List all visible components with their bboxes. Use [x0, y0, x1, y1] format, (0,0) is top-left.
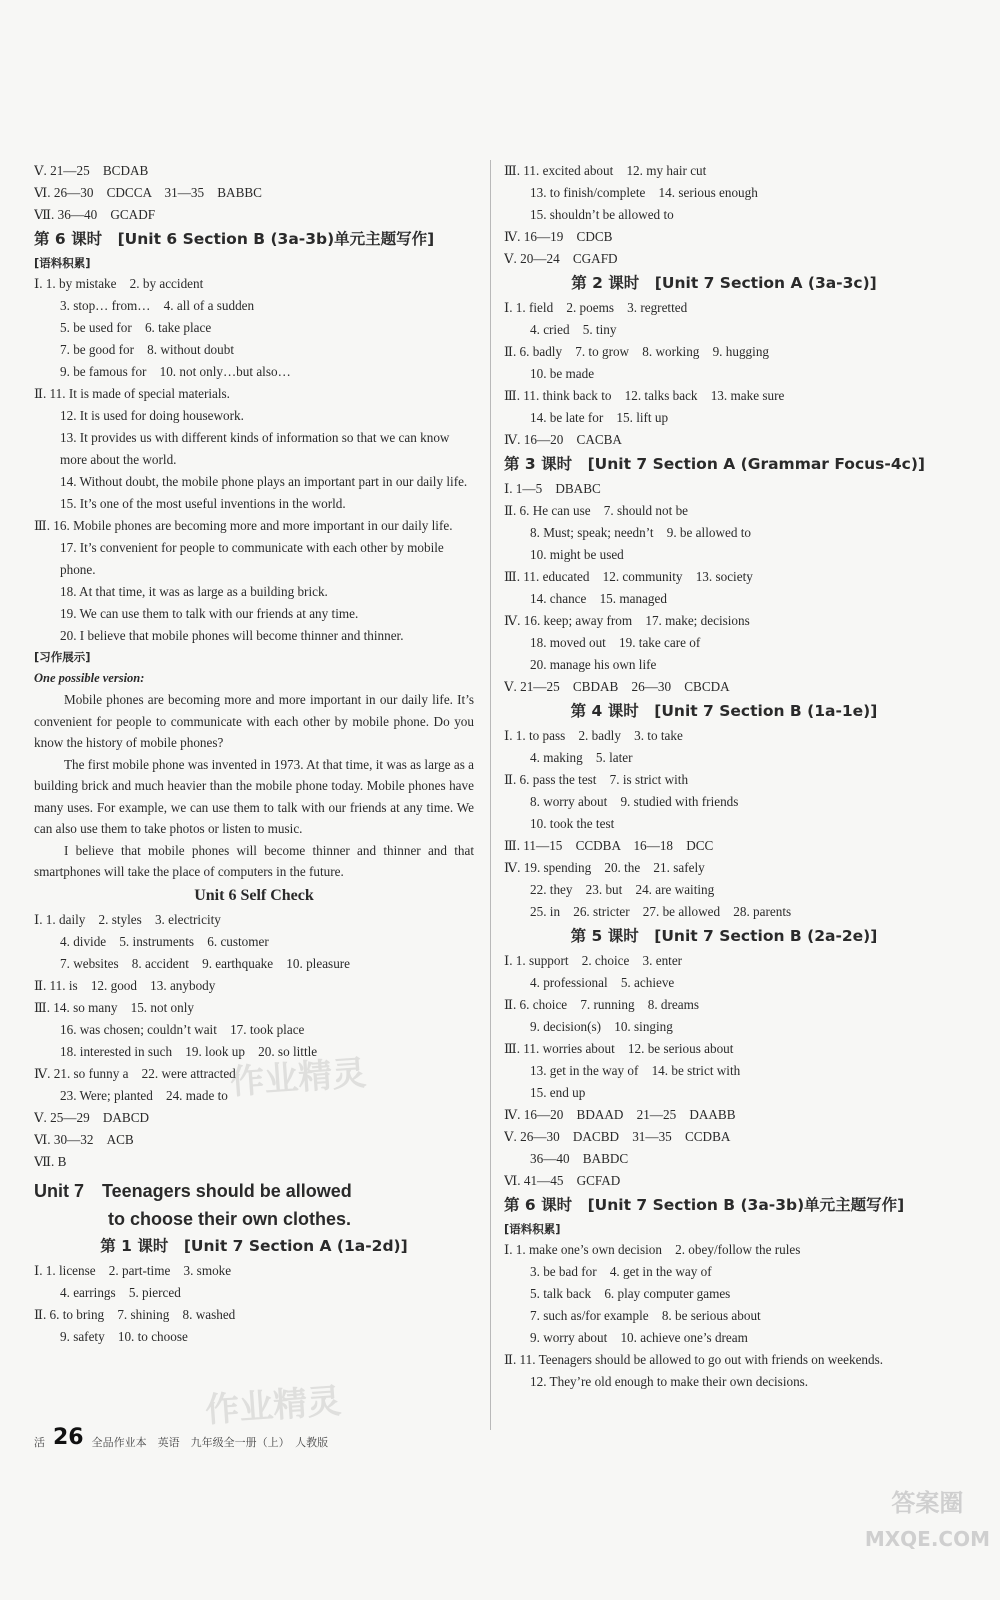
answer-line: 7. such as/for example 8. be serious about: [530, 1308, 761, 1323]
answer-line: Ⅱ. 6. badly 7. to grow 8. working 9. hugging: [504, 344, 770, 359]
page-footer: [34, 1422, 328, 1450]
answer-line: Ⅲ. 11—15 CCDBA 16—18 DCC: [504, 838, 714, 853]
answer-line: 15. It’s one of the most useful inventions in the world.: [60, 496, 346, 511]
answer-line: Ⅱ. 11. It is made of special materials.: [34, 386, 230, 401]
answer-line: Ⅰ. 1. daily 2. styles 3. electricity: [34, 911, 221, 927]
book-title: 全品作业本 英语 九年级全一册（上） 人教版: [91, 1436, 329, 1449]
lesson-header: 第 5 课时 [Unit 7 Section B (2a-2e)]: [570, 927, 878, 945]
answer-line: Ⅴ. 25—29 DABCD: [34, 1109, 150, 1125]
lesson-header: 第 3 课时 [Unit 7 Section A (Grammar Focus-4c)]: [504, 455, 925, 473]
unit-title: [34, 1177, 474, 1233]
answer-line: 23. Were; planted 24. made to: [60, 1087, 228, 1103]
answer-line: 19. We can use them to talk with our friends at any time.: [60, 606, 359, 621]
answer-line: 13. It provides us with different kinds of information so that we can know more about the world.: [60, 430, 450, 467]
left-column: [34, 160, 474, 1348]
answer-line: 25. in 26. stricter 27. be allowed 28. parents: [530, 904, 792, 919]
answer-line: 4. professional 5. achieve: [530, 975, 675, 990]
answer-line: Ⅰ. 1. support 2. choice 3. enter: [504, 953, 683, 968]
answer-line: 8. worry about 9. studied with friends: [530, 794, 739, 809]
answer-line: Ⅳ. 16—20 BDAAD 21—25 DAABB: [504, 1107, 736, 1122]
answer-line: 9. decision(s) 10. singing: [530, 1019, 673, 1034]
answer-line: 36—40 BABDC: [530, 1151, 629, 1166]
unit-title-line-1: Unit 7 Teenagers should be allowed: [34, 1180, 352, 1201]
lesson-header: 第 4 课时 [Unit 7 Section B (1a-1e)]: [570, 702, 878, 720]
answer-line: Ⅰ. 1. field 2. poems 3. regretted: [504, 300, 688, 315]
answer-line: Ⅱ. 11. is 12. good 13. anybody: [34, 977, 216, 993]
answer-line: 3. stop… from… 4. all of a sudden: [60, 298, 255, 313]
answer-line: Ⅳ. 16. keep; away from 17. make; decisions: [504, 613, 750, 628]
section-label: [语料积累]: [34, 256, 91, 270]
corner-line-2: MXQE.COM: [864, 1527, 990, 1551]
answer-line: 14. be late for 15. lift up: [530, 410, 669, 425]
right-column: [504, 160, 944, 1393]
answer-line: Ⅵ. 41—45 GCFAD: [504, 1173, 621, 1188]
answer-line: Ⅲ. 11. worries about 12. be serious about: [504, 1041, 734, 1056]
answer-line: Ⅲ. 16. Mobile phones are becoming more and more important in our daily life.: [34, 518, 453, 533]
section-label: [习作展示]: [34, 650, 91, 664]
answer-line: 13. get in the way of 14. be strict with: [530, 1063, 741, 1078]
answer-line: Ⅱ. 6. to bring 7. shining 8. washed: [34, 1306, 236, 1322]
footer-prefix: 活: [34, 1436, 45, 1449]
answer-line: 20. manage his own life: [530, 657, 657, 672]
answer-line: 4. making 5. later: [530, 750, 633, 765]
answer-line: 5. be used for 6. take place: [60, 320, 212, 335]
answer-line: 22. they 23. but 24. are waiting: [530, 882, 715, 897]
answer-line: Ⅲ. 14. so many 15. not only: [34, 999, 194, 1015]
answer-line: 8. Must; speak; needn’t 9. be allowed to: [530, 525, 751, 540]
answer-line: 18. moved out 19. take care of: [530, 635, 701, 650]
answer-line: 9. be famous for 10. not only…but also…: [60, 364, 291, 379]
answer-line: 13. to finish/complete 14. serious enough: [530, 185, 758, 200]
answer-line: 4. earrings 5. pierced: [60, 1284, 181, 1300]
answer-line: Ⅵ. 26—30 CDCCA 31—35 BABBC: [34, 185, 262, 200]
answer-line: Ⅴ. 21—25 BCDAB: [34, 163, 149, 178]
answer-line: Ⅱ. 6. pass the test 7. is strict with: [504, 772, 689, 787]
answer-line: Ⅴ. 26—30 DACBD 31—35 CCDBA: [504, 1129, 731, 1144]
answer-line: 7. websites 8. accident 9. earthquake 10. pleasure: [60, 955, 351, 971]
answer-line: 14. chance 15. managed: [530, 591, 667, 606]
lesson-header: 第 6 课时 [Unit 6 Section B (3a-3b)单元主题写作]: [34, 230, 435, 248]
answer-line: Ⅶ. B: [34, 1153, 67, 1169]
answer-line: 10. might be used: [530, 547, 624, 562]
answer-line: 10. be made: [530, 366, 595, 381]
selfcheck-title: Unit 6 Self Check: [194, 886, 314, 904]
answer-line: Ⅳ. 16—20 CACBA: [504, 432, 622, 447]
answer-line: 17. It’s convenient for people to communicate with each other by mobile phone.: [60, 540, 444, 577]
answer-line: 9. worry about 10. achieve one’s dream: [530, 1330, 748, 1345]
answer-line: Ⅱ. 6. choice 7. running 8. dreams: [504, 997, 700, 1012]
answer-line: Ⅵ. 30—32 ACB: [34, 1131, 134, 1147]
watermark: 作业精灵: [229, 1053, 368, 1103]
column-divider: [490, 160, 491, 1430]
answer-line: 9. safety 10. to choose: [60, 1328, 188, 1344]
answer-line: Ⅰ. 1. license 2. part-time 3. smoke: [34, 1262, 232, 1278]
answer-line: Ⅰ. 1. to pass 2. badly 3. to take: [504, 728, 683, 743]
answer-line: 7. be good for 8. without doubt: [60, 342, 234, 357]
answer-line: 16. was chosen; couldn’t wait 17. took place: [60, 1021, 305, 1037]
answer-line: 14. Without doubt, the mobile phone plays an important part in our daily life.: [60, 474, 468, 489]
lesson-header: 第 2 课时 [Unit 7 Section A (3a-3c)]: [571, 274, 877, 292]
answer-line: 5. talk back 6. play computer games: [530, 1286, 731, 1301]
answer-line: Ⅰ. 1. by mistake 2. by accident: [34, 276, 204, 291]
version-label: One possible version:: [34, 671, 145, 685]
answer-line: Ⅳ. 19. spending 20. the 21. safely: [504, 860, 705, 875]
answer-line: Ⅱ. 6. He can use 7. should not be: [504, 503, 689, 518]
essay-paragraph: Mobile phones are becoming more and more important in our daily life. It’s convenient for people to communicate with each other by mobile phone. Do you know the history of mobile phones?: [34, 692, 474, 750]
answer-line: 15. end up: [530, 1085, 586, 1100]
answer-line: Ⅰ. 1—5 DBABC: [504, 481, 601, 496]
watermark: 作业精灵: [204, 1381, 343, 1431]
answer-line: 4. divide 5. instruments 6. customer: [60, 933, 269, 949]
answer-line: Ⅳ. 16—19 CDCB: [504, 229, 613, 244]
answer-line: 20. I believe that mobile phones will become thinner and thinner.: [60, 628, 404, 643]
page-number: 26: [53, 1425, 84, 1450]
unit-title-line-2: to choose their own clothes.: [108, 1208, 352, 1229]
answer-line: 18. interested in such 19. look up 20. so little: [60, 1043, 318, 1059]
lesson-header: 第 6 课时 [Unit 7 Section B (3a-3b)单元主题写作]: [504, 1196, 905, 1214]
answer-line: Ⅶ. 36—40 GCADF: [34, 207, 156, 222]
essay-paragraph: I believe that mobile phones will become thinner and thinner and that smartphones will take the place of computers in the future.: [34, 842, 474, 879]
answer-line: 3. be bad for 4. get in the way of: [530, 1264, 712, 1279]
answer-line: 10. took the test: [530, 816, 615, 831]
answer-line: Ⅲ. 11. educated 12. community 13. society: [504, 569, 753, 584]
answer-line: 18. At that time, it was as large as a building brick.: [60, 584, 328, 599]
answer-line: Ⅳ. 21. so funny a 22. were attracted: [34, 1065, 236, 1081]
corner-watermark: [865, 1485, 990, 1557]
answer-line: Ⅱ. 11. Teenagers should be allowed to go out with friends on weekends.: [504, 1352, 884, 1367]
answer-line: Ⅲ. 11. excited about 12. my hair cut: [504, 163, 707, 178]
answer-line: Ⅰ. 1. make one’s own decision 2. obey/follow the rules: [504, 1242, 801, 1257]
answer-line: Ⅲ. 11. think back to 12. talks back 13. make sure: [504, 388, 785, 403]
section-label: [语料积累]: [504, 1222, 561, 1236]
answer-line: 12. They’re old enough to make their own decisions.: [530, 1374, 809, 1389]
essay-paragraph: The first mobile phone was invented in 1973. At that time, it was as large as a building brick and much heavier than the mobile phone today. Mobile phones have many uses. For example, we can use them to talk with our friends at any time. We can also use them to take photos or listen to music.: [34, 756, 474, 836]
corner-line-1: 答案圈: [891, 1489, 964, 1517]
answer-line: Ⅴ. 21—25 CBDAB 26—30 CBCDA: [504, 679, 730, 694]
answer-line: 15. shouldn’t be allowed to: [530, 207, 674, 222]
answer-line: 12. It is used for doing housework.: [60, 408, 244, 423]
answer-line: 4. cried 5. tiny: [530, 322, 617, 337]
answer-line: Ⅴ. 20—24 CGAFD: [504, 251, 618, 266]
lesson-header: 第 1 课时 [Unit 7 Section A (1a-2d)]: [100, 1236, 408, 1255]
